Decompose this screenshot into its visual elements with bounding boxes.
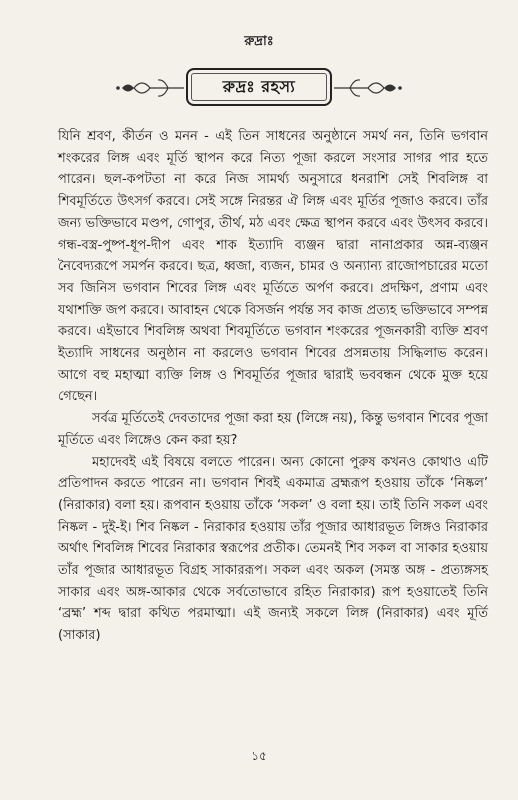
paragraph: যিনি শ্রবণ, কীর্তন ও মনন - এই তিন সাধনের অনুষ্ঠানে সমর্থ নন, তিনি ভগবান শংকরের লিঙ্গ এবং মূর্তি স্থাপন করে নিত্য পূজা করলে সংসার সাগর পার হতে পারেন। ছল-কপটতা না করে নিজ সামর্থ্য অনুসারে ধনরাশি সেই শিবলিঙ্গ বা শিবমূর্তিতে উৎসর্গ করবে। সেই সঙ্গে নিরন্তর ঐ লিঙ্গ এবং মূর্তির পূজাও করবে। তাঁর জন্য ভক্তিভাবে মণ্ডপ, গোপুর, তীর্থ, মঠ এবং ক্ষেত্র স্থাপন করবে এবং উৎসব করবে। গন্ধ-বস্ত্র-পুষ্প-ধূপ-দীপ এবং শাক ইত্যাদি ব্যঞ্জন দ্বারা নানাপ্রকার অন্ন-ব্যঞ্জন নৈবেদ্যরূপে সমর্পন করবে। ছত্র, ধ্বজা, ব্যজন, চামর ও অন্যান্য রাজোপচারের মতো সব জিনিস ভগবান শিবের লিঙ্গ এবং মূর্তিতে অর্পণ করবে। প্রদক্ষিণ, প্রণাম এবং যথাশক্তি জপ করবে। আবাহন থেকে বিসর্জন পর্যন্ত সব কাজ প্রত্যহ ভক্তিভাবে সম্পন্ন করবে। এইভাবে শিবলিঙ্গ অথবা শিবমূর্তিতে ভগবান শংকরের পূজনকারী ব্যক্তি শ্রবণ ইত্যাদি সাধনের অনুষ্ঠান না করলেও ভগবান শিবের প্রসন্নতায় সিদ্ধিলাভ করেন। আগে বহু মহাত্মা ব্যক্তি লিঙ্গ ও শিবমূর্তির পূজার দ্বারাই ভববন্ধন থেকে মুক্ত হয়ে গেছেন। xyxy=(58,129,488,405)
page-number: ১৫ xyxy=(251,749,267,763)
running-head: রুদ্রাঃ xyxy=(244,34,274,49)
title-box xyxy=(186,68,332,106)
paragraph: মহাদেবই এই বিষয়ে বলতে পারেন। অন্য কোনো পুরুষ কখনও কোথাও এটি প্রতিপাদন করতে পারেন না। ভগবান শিবই একমাত্র ব্রহ্মরূপ হওয়ায় তাঁকে ‘নিষ্কল’ (নিরাকার) বলা হয়। রূপবান হওয়ায় তাঁকে ‘সকল’ ও বলা হয়। তাই তিনি সকল এবং নিষ্কল - দুই-ই। শিব নিষ্কল - নিরাকার হওয়ায় তাঁর পূজার আধারভূত লিঙ্গও নিরাকার অর্থাৎ শিবলিঙ্গ শিবের নিরাকার স্বরূপের প্রতীক। তেমনই শিব সকল বা সাকার হওয়ায় তাঁর পূজার আধারভূত বিগ্রহ সাকাররূপ। সকল এবং অকল (সমস্ত অঙ্গ - প্রত্যঙ্গসহ সাকার এবং অঙ্গ-আকার থেকে সর্বতোভাবে রহিত নিরাকার) রূপ হওয়াতেই তিনি ‘ব্রহ্ম’ শব্দ দ্বারা কথিত পরমাত্মা। এই জন্যই সকলে লিঙ্গ (নিরাকার) এবং মূর্তি (সাকার) xyxy=(58,454,488,644)
chapter-heading xyxy=(0,66,518,110)
chapter-title: রুদ্রঃ রহস্য xyxy=(222,76,296,96)
body-text xyxy=(58,126,488,647)
paragraph: সর্বত্র মূর্তিতেই দেবতাদের পূজা করা হয় (লিঙ্গে নয়), কিন্তু ভগবান শিবের পূজা মূর্তিতে এবং লিঙ্গেও কেন করা হয়? xyxy=(58,411,488,448)
